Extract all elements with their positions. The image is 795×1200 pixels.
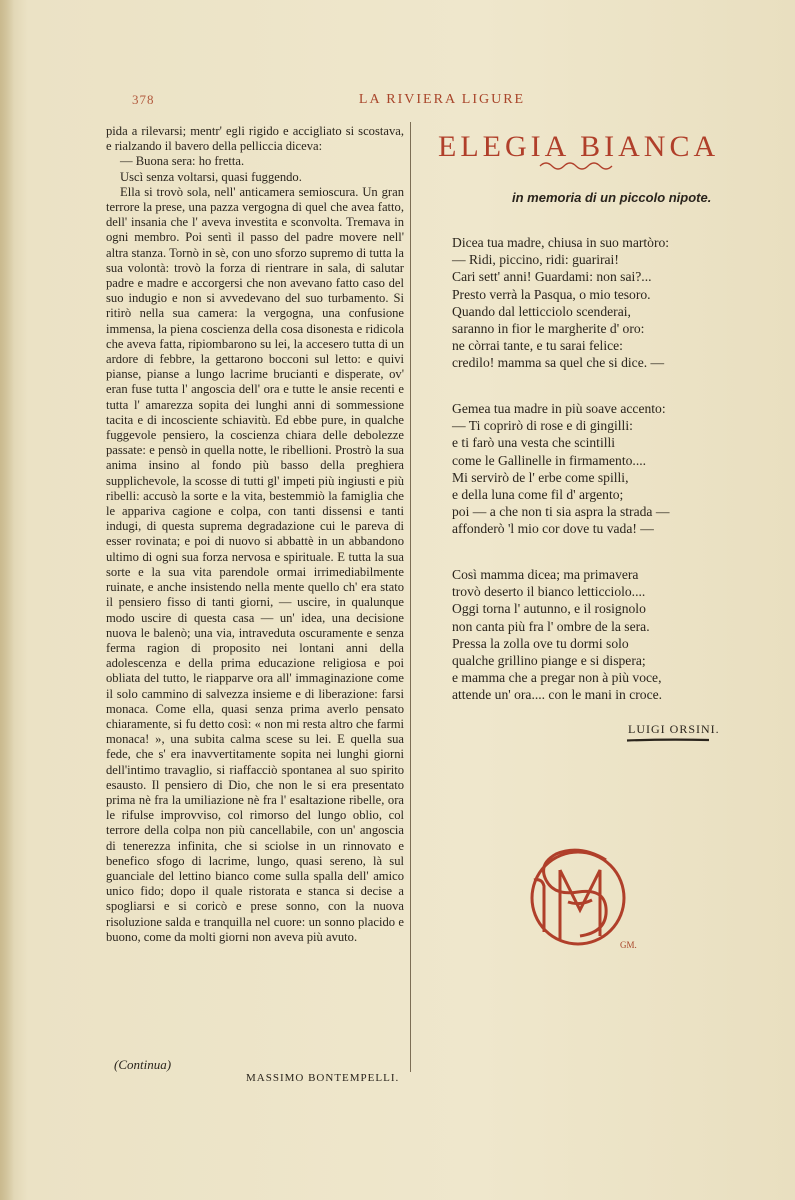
verse: trovò deserto il bianco letticciolo.... — [452, 584, 646, 600]
verse: Gemea tua madre in più soave accento: — [452, 401, 666, 416]
verse: affonderò 'l mio cor dove tu vada! — — [452, 521, 654, 537]
paragraph: pida a rilevarsi; mentr' egli rigido e accigliato si scostava, e rialzando il bavero della pelliccia diceva: — [106, 124, 404, 154]
poem-dedication: in memoria di un piccolo nipote. — [512, 190, 712, 205]
verse: Mi servirò de l' erbe come spilli, — [452, 469, 629, 485]
title-ornament — [538, 158, 618, 172]
verse: credilo! mamma sa quel che si dice. — — [452, 355, 665, 371]
verse: Così mamma dicea; ma primavera — [452, 567, 639, 582]
stanza-3 — [452, 566, 752, 704]
verse: — Ti coprirò di rose e di gingilli: — [452, 418, 633, 434]
verse: e ti farò una vesta che scintilli — [452, 435, 616, 451]
running-title: LA RIVIERA LIGURE — [358, 92, 526, 107]
left-column-text — [106, 124, 404, 945]
stanza-2 — [452, 400, 752, 538]
verse: Presto verrà la Pasqua, o mio tesoro. — [452, 286, 651, 302]
column-divider — [410, 122, 411, 1072]
paragraph: Ella si trovò sola, nell' anticamera semioscura. Un gran terrore la prese, una pazza vergogna di quel che avea fatto, dell' insania che l' aveva investita e sconvolta. Tremava in ogni membro. Poi sentì il passo del padre movere nell' altra stanza. Tornò in sè, con uno sforzo supremo di tutta la sua volontà: trovò la forza di rientrare in sala, di salutar padre e madre e accorgersi che non avevano fatto caso del suo indugio e non si avvedevano del suo turbamento. Si ritirò nella sua camera: la vergogna, una confusione immensa, la piena coscienza della cosa disonesta e ridicola che aveva fatta, ripiombarono su lei, la accesero tutta di un ardore di febbre, la gettarono bocconi sul letto: e quivi pianse, pianse a lungo lacrime brucianti e disperate, ov' eran fuse tutta l' angoscia dell' ora e tutte le ansie recenti e tutta l' amarezza sopita dei lunghi anni di sommessione tacita e di incosciente schiavitù. Ed ebbe pure, in qualche fuggevole pensiero, la coscienza chiara delle debolezze passate: e pensò in quella notte, le ribellioni. Prostrò la sua anima insino al fondo più basso della preghiera supplichevole, la scosse di tutti gl' impeti più ingiusti e più ribelli: accusò la sorte e la vita, bestemmiò la famiglia che le appariva cagione e colpa, con tanti dissensi e tanti indugi, di questa suprema degradazione cui le pareva di esser rovinata; e poi di nuovo si abbattè in un abbandono ultimo di ogni sua forza nervosa e spirituale. E tutta la sua sorte e la sua vita parendole ormai irrimediabilmente ruinate, e anche insistendo nella mente quello ch' era stato il pensiero fisso di tanti giorni, — uscire, in qualunque modo uscire di questa casa — un' idea, una decisione nuova le balenò; una via, intraveduta oscuramente e senza ferma ragion di proposito nei lontani anni della adolescenza e della prima educazione religiosa e poi obliata del tutto, le riapparve ora all' immaginazione come il solo cammino di salvezza insieme e di liberazione: farsi monaca. Come ella, quasi senza prima averlo pensato chiaramente, si fu detto così: « non mi resta altro che farmi monaca! », una subita calma scese su lei. E quella sua fede, che s' era inavvertitamente sopita nei lunghi giorni dell'intimo travaglio, si riaffacciò spontanea al suo spirito esausto. Il pensiero di Dio, che non le si era presentato prima nè fra la umiliazione nè fra l' esaltazione ribelle, ora le rifulse improvviso, col rimorso del lungo oblio, col terrore della colpa non più cancellabile, con un' angoscia di tenerezza infinita, che si sciolse in un rinnovato e benefico sfogo di lacrime, lungo, quasi sereno, là sul guanciale del lettino bianco come sulla spalla dell' amico unico fido; dopo il quale ristorata e stanca si decise a spogliarsi e si coricò e prese sonno, con la nuova risoluzione salda e tranquilla nel cuore: un sonno placido e buono, come da molti giorni non aveva più avuto. — [106, 184, 404, 944]
stanza-1 — [452, 234, 752, 372]
verse: attende un' ora.... con le mani in croce. — [452, 687, 663, 703]
verse: non canta più fra l' ombre de la sera. — [452, 618, 650, 634]
verse: e mamma che a pregar non à più voce, — [452, 670, 662, 686]
verse: ne còrrai tante, e tu sarai felice: — [452, 338, 623, 354]
verse: e della luna come fil d' argento; — [452, 487, 624, 503]
verse: qualche grillino piange e si dispera; — [452, 653, 646, 669]
verse: Pressa la zolla ove tu dormi solo — [452, 635, 629, 651]
verse: Cari sett' anni! Guardami: non sai?... — [452, 269, 652, 285]
paragraph: Uscì senza voltarsi, quasi fuggendo. — [120, 169, 302, 184]
verse: Oggi torna l' autunno, e il rosignolo — [452, 601, 646, 617]
verse: Dicea tua madre, chiusa in suo martòro: — [452, 235, 670, 250]
author-signature-left: MASSIMO BONTEMPELLI. — [246, 1072, 400, 1084]
signature-underline — [626, 738, 710, 742]
verse: Quando dal letticciolo scenderai, — [452, 303, 631, 319]
verse: poi — a che non ti sia aspra la strada — — [452, 504, 670, 520]
page-number: 378 — [132, 92, 155, 107]
continua-note: (Continua) — [114, 1057, 172, 1072]
monogram-logo-icon — [520, 840, 632, 956]
poem-title: ELEGIA BIANCA — [438, 130, 720, 163]
verse: saranno in fior le margherite d' oro: — [452, 321, 645, 337]
author-signature-right: LUIGI ORSINI. — [628, 722, 720, 736]
paragraph: — Buona sera: ho fretta. — [120, 154, 245, 169]
verse: — Ridi, piccino, ridi: guarirai! — [452, 252, 619, 268]
page-fold-shadow — [0, 0, 14, 1200]
monogram-signature: GM. — [620, 940, 637, 950]
verse: come le Gallinelle in firmamento.... — [452, 452, 647, 468]
page-header — [132, 92, 752, 112]
